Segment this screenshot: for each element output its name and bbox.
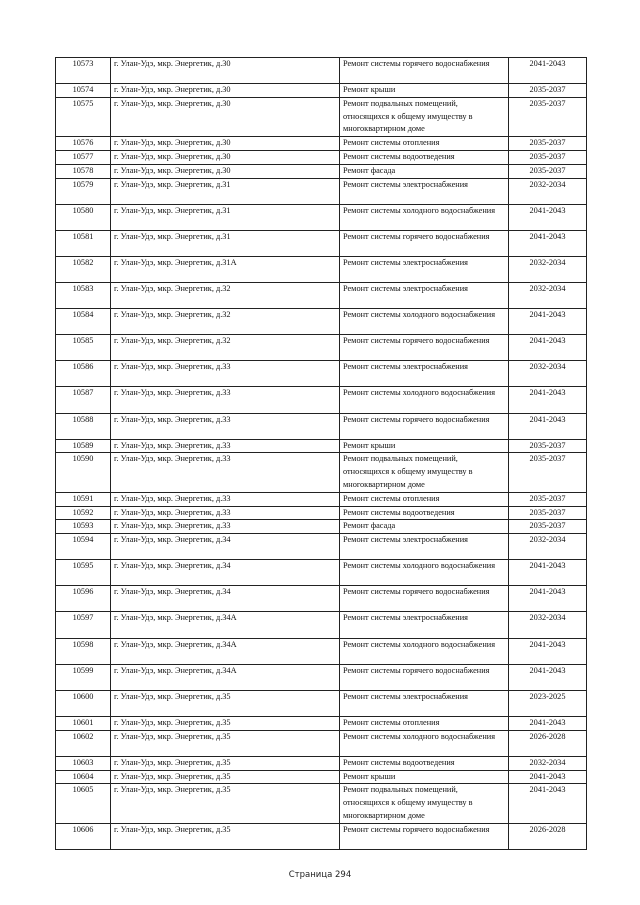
table-row [56,716,587,730]
row-number-cell: 10601 [56,716,111,730]
row-number-cell: 10606 [56,823,111,849]
work-type-cell: Ремонт системы холодного водоснабжения [340,309,509,335]
work-type-cell: Ремонт крыши [340,770,509,784]
period-cell: 2035-2037 [509,453,587,492]
work-type-cell: Ремонт системы водоотведения [340,506,509,520]
work-type-cell: Ремонт системы водоотведения [340,756,509,770]
period-cell: 2041-2043 [509,586,587,612]
row-number-cell: 10587 [56,387,111,413]
table-row [56,492,587,506]
row-number-cell: 10595 [56,560,111,586]
table-row [56,784,587,823]
row-number-cell: 10574 [56,84,111,98]
row-number-cell: 10580 [56,204,111,230]
table-row [56,387,587,413]
period-cell: 2032-2034 [509,612,587,638]
row-number-cell: 10578 [56,164,111,178]
address-cell: г. Улан-Удэ, мкр. Энергетик, д.35 [111,690,340,716]
row-number-cell: 10590 [56,453,111,492]
work-type-cell: Ремонт системы электроснабжения [340,690,509,716]
row-number-cell: 10603 [56,756,111,770]
period-cell: 2032-2034 [509,283,587,309]
address-cell: г. Улан-Удэ, мкр. Энергетик, д.33 [111,439,340,453]
address-cell: г. Улан-Удэ, мкр. Энергетик, д.34А [111,612,340,638]
period-cell: 2023-2025 [509,690,587,716]
work-type-cell: Ремонт системы отопления [340,716,509,730]
work-type-cell: Ремонт системы электроснабжения [340,361,509,387]
address-cell: г. Улан-Удэ, мкр. Энергетик, д.35 [111,756,340,770]
row-number-cell: 10592 [56,506,111,520]
table-row [56,283,587,309]
row-number-cell: 10581 [56,230,111,256]
row-number-cell: 10584 [56,309,111,335]
period-cell: 2041-2043 [509,387,587,413]
address-cell: г. Улан-Удэ, мкр. Энергетик, д.35 [111,770,340,784]
work-type-cell: Ремонт крыши [340,439,509,453]
work-type-cell: Ремонт системы горячего водоснабжения [340,664,509,690]
address-cell: г. Улан-Удэ, мкр. Энергетик, д.32 [111,335,340,361]
period-cell: 2041-2043 [509,309,587,335]
address-cell: г. Улан-Удэ, мкр. Энергетик, д.33 [111,453,340,492]
period-cell: 2026-2028 [509,823,587,849]
period-cell: 2035-2037 [509,164,587,178]
table-body [56,58,587,850]
table-row [56,612,587,638]
table-row [56,453,587,492]
table-row [56,560,587,586]
address-cell: г. Улан-Удэ, мкр. Энергетик, д.33 [111,413,340,439]
table-row [56,534,587,560]
address-cell: г. Улан-Удэ, мкр. Энергетик, д.34 [111,560,340,586]
period-cell: 2032-2034 [509,361,587,387]
table-row [56,335,587,361]
row-number-cell: 10585 [56,335,111,361]
row-number-cell: 10577 [56,151,111,165]
table-row [56,309,587,335]
address-cell: г. Улан-Удэ, мкр. Энергетик, д.30 [111,151,340,165]
row-number-cell: 10604 [56,770,111,784]
period-cell: 2041-2043 [509,413,587,439]
table-row [56,58,587,84]
table-row [56,506,587,520]
work-type-cell: Ремонт подвальных помещений, относящихся к общему имуществу в многоквартирном доме [340,97,509,136]
row-number-cell: 10602 [56,730,111,756]
work-type-cell: Ремонт системы электроснабжения [340,256,509,282]
period-cell: 2035-2037 [509,506,587,520]
row-number-cell: 10591 [56,492,111,506]
work-type-cell: Ремонт системы электроснабжения [340,612,509,638]
row-number-cell: 10586 [56,361,111,387]
row-number-cell: 10600 [56,690,111,716]
work-type-cell: Ремонт подвальных помещений, относящихся к общему имуществу в многоквартирном доме [340,784,509,823]
work-type-cell: Ремонт системы электроснабжения [340,283,509,309]
table-row [56,823,587,849]
row-number-cell: 10589 [56,439,111,453]
row-number-cell: 10597 [56,612,111,638]
address-cell: г. Улан-Удэ, мкр. Энергетик, д.34 [111,534,340,560]
work-type-cell: Ремонт системы горячего водоснабжения [340,335,509,361]
table-row [56,638,587,664]
table-row [56,97,587,136]
work-type-cell: Ремонт системы горячего водоснабжения [340,586,509,612]
table-row [56,439,587,453]
table-row [56,230,587,256]
address-cell: г. Улан-Удэ, мкр. Энергетик, д.32 [111,309,340,335]
address-cell: г. Улан-Удэ, мкр. Энергетик, д.34А [111,638,340,664]
table-row [56,520,587,534]
period-cell: 2041-2043 [509,784,587,823]
work-type-cell: Ремонт системы электроснабжения [340,534,509,560]
period-cell: 2035-2037 [509,151,587,165]
work-type-cell: Ремонт системы холодного водоснабжения [340,638,509,664]
period-cell: 2035-2037 [509,97,587,136]
work-type-cell: Ремонт фасада [340,164,509,178]
period-cell: 2035-2037 [509,520,587,534]
address-cell: г. Улан-Удэ, мкр. Энергетик, д.30 [111,97,340,136]
work-type-cell: Ремонт системы холодного водоснабжения [340,730,509,756]
address-cell: г. Улан-Удэ, мкр. Энергетик, д.30 [111,58,340,84]
address-cell: г. Улан-Удэ, мкр. Энергетик, д.31 [111,204,340,230]
work-type-cell: Ремонт подвальных помещений, относящихся к общему имуществу в многоквартирном доме [340,453,509,492]
work-type-cell: Ремонт системы горячего водоснабжения [340,823,509,849]
work-type-cell: Ремонт крыши [340,84,509,98]
period-cell: 2035-2037 [509,439,587,453]
period-cell: 2041-2043 [509,204,587,230]
row-number-cell: 10599 [56,664,111,690]
row-number-cell: 10582 [56,256,111,282]
table-row [56,730,587,756]
period-cell: 2032-2034 [509,256,587,282]
work-type-cell: Ремонт системы отопления [340,137,509,151]
table-row [56,664,587,690]
period-cell: 2032-2034 [509,178,587,204]
table-row [56,151,587,165]
address-cell: г. Улан-Удэ, мкр. Энергетик, д.30 [111,137,340,151]
row-number-cell: 10598 [56,638,111,664]
row-number-cell: 10596 [56,586,111,612]
period-cell: 2041-2043 [509,58,587,84]
period-cell: 2026-2028 [509,730,587,756]
row-number-cell: 10579 [56,178,111,204]
table-row [56,178,587,204]
row-number-cell: 10573 [56,58,111,84]
address-cell: г. Улан-Удэ, мкр. Энергетик, д.33 [111,361,340,387]
table-row [56,413,587,439]
address-cell: г. Улан-Удэ, мкр. Энергетик, д.32 [111,283,340,309]
address-cell: г. Улан-Удэ, мкр. Энергетик, д.35 [111,784,340,823]
row-number-cell: 10583 [56,283,111,309]
table-row [56,256,587,282]
table-row [56,690,587,716]
work-type-cell: Ремонт системы холодного водоснабжения [340,560,509,586]
period-cell: 2032-2034 [509,534,587,560]
period-cell: 2041-2043 [509,560,587,586]
period-cell: 2041-2043 [509,335,587,361]
address-cell: г. Улан-Удэ, мкр. Энергетик, д.30 [111,84,340,98]
table-row [56,361,587,387]
address-cell: г. Улан-Удэ, мкр. Энергетик, д.33 [111,506,340,520]
address-cell: г. Улан-Удэ, мкр. Энергетик, д.30 [111,164,340,178]
table-row [56,137,587,151]
period-cell: 2035-2037 [509,137,587,151]
row-number-cell: 10594 [56,534,111,560]
row-number-cell: 10593 [56,520,111,534]
period-cell: 2035-2037 [509,84,587,98]
address-cell: г. Улан-Удэ, мкр. Энергетик, д.31 [111,178,340,204]
period-cell: 2035-2037 [509,492,587,506]
table-row [56,164,587,178]
address-cell: г. Улан-Удэ, мкр. Энергетик, д.33 [111,520,340,534]
period-cell: 2041-2043 [509,716,587,730]
table-row [56,84,587,98]
address-cell: г. Улан-Удэ, мкр. Энергетик, д.35 [111,716,340,730]
work-type-cell: Ремонт системы горячего водоснабжения [340,413,509,439]
address-cell: г. Улан-Удэ, мкр. Энергетик, д.33 [111,387,340,413]
table-row [56,586,587,612]
work-type-cell: Ремонт системы холодного водоснабжения [340,204,509,230]
repair-schedule-table [55,57,587,850]
work-type-cell: Ремонт системы водоотведения [340,151,509,165]
page-number: Страница 294 [288,870,352,880]
work-type-cell: Ремонт фасада [340,520,509,534]
period-cell: 2041-2043 [509,770,587,784]
address-cell: г. Улан-Удэ, мкр. Энергетик, д.35 [111,730,340,756]
row-number-cell: 10605 [56,784,111,823]
row-number-cell: 10575 [56,97,111,136]
table-row [56,756,587,770]
work-type-cell: Ремонт системы горячего водоснабжения [340,58,509,84]
work-type-cell: Ремонт системы холодного водоснабжения [340,387,509,413]
address-cell: г. Улан-Удэ, мкр. Энергетик, д.34А [111,664,340,690]
table-row [56,770,587,784]
work-type-cell: Ремонт системы электроснабжения [340,178,509,204]
row-number-cell: 10588 [56,413,111,439]
period-cell: 2041-2043 [509,638,587,664]
work-type-cell: Ремонт системы горячего водоснабжения [340,230,509,256]
address-cell: г. Улан-Удэ, мкр. Энергетик, д.33 [111,492,340,506]
table-row [56,204,587,230]
period-cell: 2032-2034 [509,756,587,770]
address-cell: г. Улан-Удэ, мкр. Энергетик, д.35 [111,823,340,849]
row-number-cell: 10576 [56,137,111,151]
address-cell: г. Улан-Удэ, мкр. Энергетик, д.31А [111,256,340,282]
period-cell: 2041-2043 [509,230,587,256]
address-cell: г. Улан-Удэ, мкр. Энергетик, д.31 [111,230,340,256]
period-cell: 2041-2043 [509,664,587,690]
work-type-cell: Ремонт системы отопления [340,492,509,506]
address-cell: г. Улан-Удэ, мкр. Энергетик, д.34 [111,586,340,612]
